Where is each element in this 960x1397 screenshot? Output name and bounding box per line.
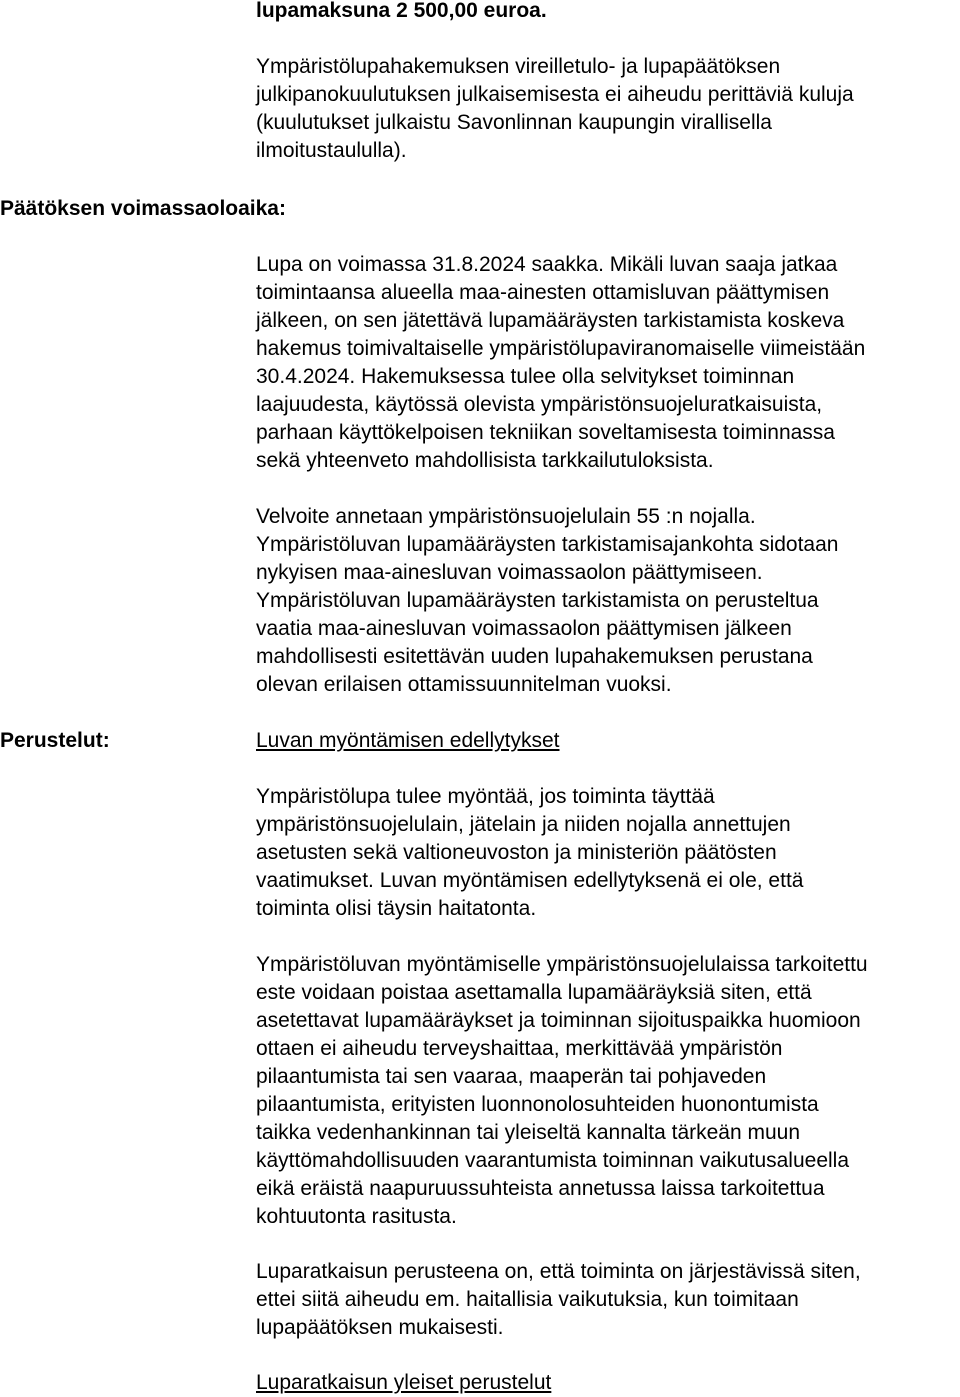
validity-paragraph [256, 251, 960, 475]
text-line: Luparatkaisun perusteena on, että toiminta on järjestävissä siten, [256, 1260, 861, 1283]
text-line: taikka vedenhankinnan tai yleiseltä kannalta tärkeän muun [256, 1121, 801, 1144]
text-line: Ympäristöluvan lupamääräysten tarkistamista on perusteltua [256, 589, 819, 612]
text-line: Lupa on voimassa 31.8.2024 saakka. Mikäli luvan saaja jatkaa [256, 253, 838, 276]
text-line: 30.4.2024. Hakemuksessa tulee olla selvitykset toiminnan [256, 365, 795, 388]
fee-amount: 2 500,00 euroa. [396, 0, 547, 22]
section-heading: Luparatkaisun yleiset perustelut [256, 1371, 552, 1394]
text-line: pilaantumista tai sen vaaraa, maaperän tai pohjaveden [256, 1065, 767, 1088]
text-line: asetettavat lupamääräykset ja toiminnan sijoituspaikka huomioon [256, 1009, 861, 1032]
text-line: hakemus toimivaltaiselle ympäristölupaviranomaiselle viimeistään [256, 337, 866, 360]
general-grounds-heading [256, 1369, 960, 1397]
text-line: Ympäristöluvan lupamääräysten tarkistamisajankohta sidotaan [256, 533, 839, 556]
text-line: ympäristönsuojelulain, jätelain ja niiden nojalla annettujen [256, 813, 791, 836]
obligation-paragraph [256, 503, 960, 699]
conditions-paragraph-3 [256, 1258, 960, 1342]
text-line: pilaantumista, erityisten luonnonolosuhteiden huonontumista [256, 1093, 819, 1116]
text-line: Ympäristöluvan myöntämiselle ympäristönsuojelulaissa tarkoitettu [256, 953, 868, 976]
text-line: Ympäristölupa tulee myöntää, jos toiminta täyttää [256, 785, 715, 808]
text-line: Velvoite annetaan ympäristönsuojelulain 55 :n nojalla. [256, 505, 756, 528]
text-line: ettei siitä aiheudu em. haitallisia vaikutuksia, kun toimitaan [256, 1288, 799, 1311]
text-line: laajuudesta, käytössä olevista ympäristönsuojeluratkaisuista, [256, 393, 823, 416]
text-line: parhaan käyttökelpoisen tekniikan soveltamisesta toiminnassa [256, 421, 835, 444]
text-line: olevan erilaisen ottamissuunnitelman vuoksi. [256, 673, 672, 696]
text-line: kohtuutonta rasitusta. [256, 1205, 457, 1228]
text-line: mahdollisesti esitettävän uuden lupahakemuksen perustana [256, 645, 813, 668]
text-line: toiminta olisi täysin haitatonta. [256, 897, 537, 920]
text-line: vaatimukset. Luvan myöntämisen edellytyksenä ei ole, että [256, 869, 804, 892]
text-line: este voidaan poistaa asettamalla lupamääräyksiä siten, että [256, 981, 812, 1004]
text-line: julkipanokuulutuksen julkaisemisesta ei aiheudu perittäviä kuluja [256, 83, 854, 106]
text-line: käyttömahdollisuuden vaarantumista toiminnan vaikutusalueella [256, 1149, 850, 1172]
fee-line [256, 0, 960, 25]
text-line: asetusten sekä valtioneuvoston ja ministeriön päätösten [256, 841, 777, 864]
announcement-paragraph [256, 53, 960, 165]
text-line: ottaen ei aiheudu terveyshaittaa, merkittävää ympäristön [256, 1037, 783, 1060]
validity-label: Päätöksen voimassaoloaika: [0, 197, 286, 220]
conditions-paragraph-1 [256, 783, 960, 923]
fee-prefix: lupamaksuna [256, 0, 391, 22]
text-line: toimintaansa alueella maa-ainesten ottamisluvan päättymisen [256, 281, 830, 304]
text-line: (kuulutukset julkaistu Savonlinnan kaupungin virallisella [256, 111, 772, 134]
section-heading: Luvan myöntämisen edellytykset [256, 729, 560, 752]
conditions-heading [256, 727, 960, 755]
text-line: vaatia maa-ainesluvan voimassaolon päättymisen jälkeen [256, 617, 792, 640]
conditions-paragraph-2 [256, 951, 960, 1231]
text-line: jälkeen, on sen jätettävä lupamääräysten tarkistamista koskeva [256, 309, 845, 332]
grounds-label: Perustelut: [0, 729, 110, 752]
text-line: nykyisen maa-ainesluvan voimassaolon päättymiseen. [256, 561, 763, 584]
text-line: lupapäätöksen mukaisesti. [256, 1316, 504, 1339]
text-line: Ympäristölupahakemuksen vireilletulo- ja lupapäätöksen [256, 55, 781, 78]
text-line: sekä yhteenveto mahdollisista tarkkailutuloksista. [256, 449, 714, 472]
text-line: eikä eräistä naapuruussuhteista annetussa laissa tarkoitettua [256, 1177, 825, 1200]
text-line: ilmoitustaululla). [256, 139, 407, 162]
